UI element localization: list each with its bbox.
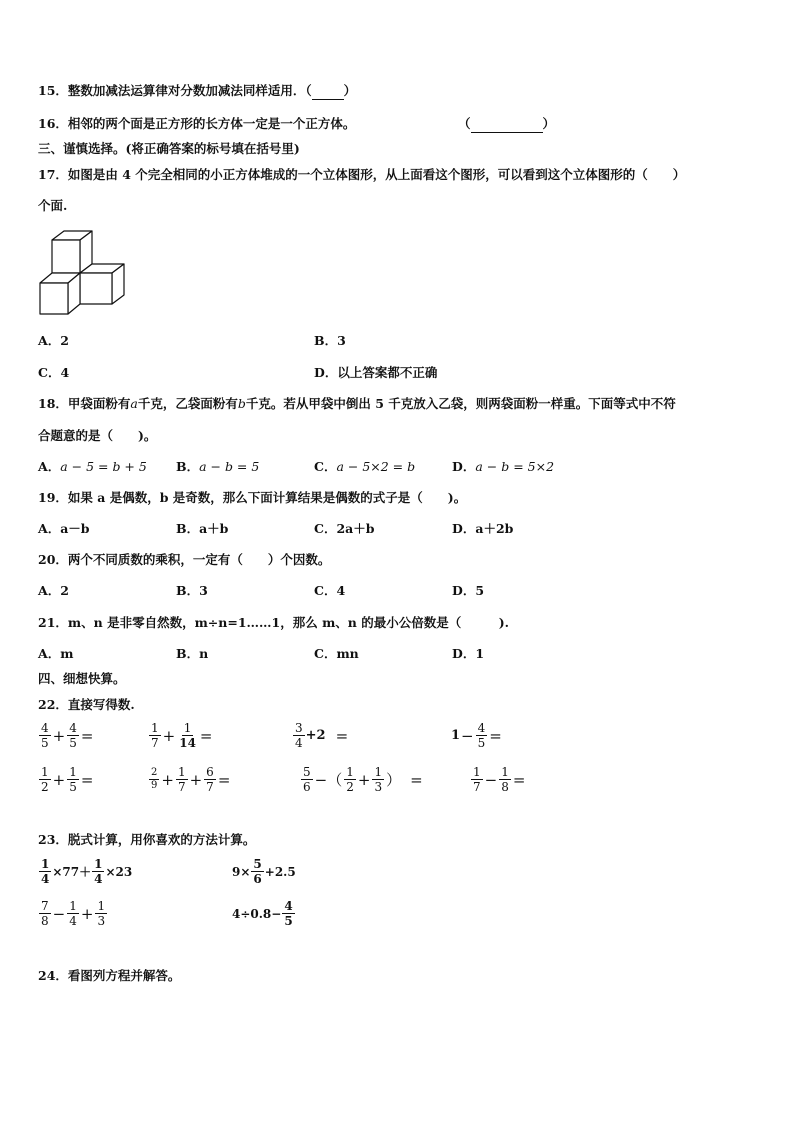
math-term: +2 — [305, 728, 326, 743]
denominator: 6 — [303, 780, 311, 794]
numerator: 1 — [97, 899, 106, 913]
operator: = — [489, 726, 502, 745]
fraction — [293, 722, 305, 749]
question-20: 20．两个不同质数的乘积，一定有（ ）个因数。 — [38, 552, 331, 567]
denominator: 14 — [179, 736, 196, 750]
numerator: 1 — [374, 765, 383, 779]
fraction — [149, 768, 159, 791]
numerator: 1 — [151, 721, 159, 735]
question-16-answer: （ ） — [458, 116, 556, 131]
question-19: 19．如果 a 是偶数，b 是奇数，那么下面计算结果是偶数的式子是（ )。 — [38, 490, 467, 505]
fraction — [476, 722, 488, 749]
math-term: ×23 — [105, 864, 133, 879]
operator: + — [80, 904, 94, 923]
q18-option-d[interactable]: D．a − b = 5×2 — [452, 459, 555, 474]
fraction — [39, 858, 51, 885]
q20-option-c[interactable]: C．4 — [314, 583, 346, 598]
q18-option-b[interactable]: B．a − b = 5 — [176, 459, 260, 474]
numerator: 1 — [41, 765, 49, 779]
fraction — [67, 722, 79, 749]
q21-option-c[interactable]: C．mn — [314, 646, 359, 661]
q22-expr-3 — [292, 722, 349, 749]
q19-option-d[interactable]: D．a＋2b — [452, 521, 514, 536]
numerator: 1 — [69, 899, 77, 913]
fraction — [301, 766, 313, 793]
fraction — [67, 900, 79, 927]
question-22: 22．直接写得数. — [38, 697, 135, 712]
section-heading-3: 三、谨慎选择。(将正确答案的标号填在括号里) — [38, 141, 300, 156]
fraction — [92, 858, 104, 885]
denominator: 2 — [41, 780, 49, 794]
denominator: 9 — [151, 780, 158, 791]
numerator: 1 — [501, 765, 509, 779]
denominator: 5 — [69, 780, 77, 794]
operator: + — [52, 726, 66, 745]
numerator: 1 — [41, 857, 50, 871]
q21-option-a[interactable]: A．m — [38, 646, 74, 661]
operator: = — [512, 770, 526, 789]
denominator: 5 — [41, 736, 49, 750]
numerator: 1 — [94, 857, 103, 871]
answer-blank[interactable] — [471, 120, 543, 133]
numerator: 4 — [477, 721, 486, 735]
q17-option-d[interactable]: D．以上答案都不正确 — [314, 365, 438, 380]
operator: −（ — [314, 771, 343, 789]
math-term: +2.5 — [264, 864, 296, 879]
numerator: 4 — [41, 721, 49, 735]
fraction — [39, 900, 51, 927]
question-15: 15．整数加减法运算律对分数加减法同样适用．（ ） — [38, 83, 357, 98]
denominator: 4 — [94, 872, 103, 886]
operator: + — [162, 726, 176, 745]
q20-option-d[interactable]: D．5 — [452, 583, 485, 598]
denominator: 8 — [41, 914, 49, 928]
math-term: ×77＋ — [52, 865, 92, 879]
denominator: 2 — [346, 780, 354, 794]
q22-expr-1 — [38, 722, 94, 749]
denominator: 4 — [41, 872, 50, 886]
denominator: 4 — [69, 914, 77, 928]
q19-option-b[interactable]: B．a＋b — [176, 521, 229, 536]
operator: = — [217, 770, 231, 789]
denominator: 5 — [284, 914, 293, 928]
numerator: 1 — [473, 765, 481, 779]
math-term: 4÷0.8− — [232, 906, 282, 921]
q23-expr-4 — [232, 900, 296, 927]
operator: − — [52, 904, 66, 923]
q22-expr-8 — [470, 766, 526, 793]
question-16: 16．相邻的两个面是正方形的长方体一定是一个正方体。 — [38, 116, 356, 131]
fraction — [251, 858, 263, 885]
operator: + — [161, 770, 174, 789]
cube-front-face — [40, 283, 68, 314]
denominator: 8 — [501, 780, 509, 794]
answer-blank[interactable] — [312, 87, 344, 100]
q22-expr-6 — [148, 766, 231, 793]
q17-option-c[interactable]: C．4 — [38, 365, 70, 380]
question-17: 17．如图是由 4 个完全相同的小正方体堆成的一个立体图形，从上面看这个图形，可以看到这个立体图形的（ ） — [38, 167, 686, 182]
q17-option-b[interactable]: B．3 — [314, 333, 346, 348]
q20-option-a[interactable]: A．2 — [38, 583, 69, 598]
operator: = — [80, 726, 94, 745]
q21-option-d[interactable]: D．1 — [452, 646, 485, 661]
q20-option-b[interactable]: B．3 — [176, 583, 208, 598]
question-18-cont: 合题意的是（ )。 — [38, 428, 157, 443]
denominator: 5 — [69, 736, 77, 750]
question-17-cont: 个面. — [38, 198, 68, 213]
fraction — [149, 722, 161, 749]
numerator: 4 — [284, 899, 293, 913]
operator: − — [461, 726, 474, 745]
q17-option-a[interactable]: A．2 — [38, 333, 69, 348]
numerator: 4 — [69, 721, 77, 735]
numerator: 5 — [303, 765, 311, 779]
q23-expr-1 — [38, 858, 132, 885]
question-18: 18．甲袋面粉有a千克，乙袋面粉有b千克。若从甲袋中倒出 5 千克放入乙袋，则两袋面粉一样重。下面等式中不符 — [38, 396, 676, 411]
operator: − — [484, 770, 498, 789]
fraction — [204, 766, 216, 793]
math-term: 1 — [451, 728, 461, 743]
denominator: 3 — [97, 914, 106, 928]
q18-option-a[interactable]: A．a − 5 = b + 5 — [38, 459, 147, 474]
q18-option-c[interactable]: C．a − 5×2 = b — [314, 459, 416, 474]
fraction — [282, 900, 294, 927]
numerator: 5 — [253, 857, 262, 871]
q22-expr-5 — [38, 766, 94, 793]
numerator: 2 — [151, 767, 158, 778]
question-24: 24．看图列方程并解答。 — [38, 968, 181, 983]
q23-expr-3 — [38, 900, 108, 927]
q22-expr-2 — [148, 722, 214, 749]
fraction — [67, 766, 79, 793]
denominator: 7 — [206, 780, 214, 794]
denominator: 7 — [473, 780, 481, 794]
fraction — [499, 766, 511, 793]
operator: + — [357, 770, 371, 789]
q21-option-b[interactable]: B．n — [176, 646, 209, 661]
denominator: 7 — [177, 780, 186, 794]
operator: = — [80, 770, 94, 789]
fraction — [176, 766, 188, 793]
numerator: 7 — [41, 899, 49, 913]
fraction — [177, 722, 198, 749]
fraction — [39, 722, 51, 749]
numerator: 1 — [177, 765, 186, 779]
denominator: 5 — [477, 736, 486, 750]
q22-expr-4 — [451, 722, 503, 749]
operator: = — [199, 726, 213, 745]
operator: + — [189, 770, 203, 789]
numerator: 1 — [69, 765, 77, 779]
q23-expr-2 — [232, 858, 296, 885]
operator: ） — [386, 771, 402, 789]
q19-option-a[interactable]: A．a－b — [38, 521, 90, 536]
numerator: 3 — [295, 721, 303, 735]
numerator: 1 — [183, 721, 192, 735]
cube-figure — [36, 228, 128, 316]
operator: = — [335, 726, 349, 745]
section-heading-4: 四、细想快算。 — [38, 671, 126, 686]
denominator: 4 — [295, 736, 303, 750]
math-term: 9× — [232, 864, 251, 879]
q22-expr-7 — [300, 766, 424, 793]
denominator: 3 — [374, 780, 383, 794]
numerator: 1 — [346, 765, 354, 779]
question-23: 23．脱式计算，用你喜欢的方法计算。 — [38, 832, 256, 847]
denominator: 6 — [253, 872, 262, 886]
fraction — [39, 766, 51, 793]
fraction — [471, 766, 483, 793]
numerator: 6 — [206, 765, 214, 779]
operator: = — [410, 770, 423, 789]
cube-front-face — [80, 273, 112, 304]
q19-option-c[interactable]: C．2a＋b — [314, 521, 375, 536]
cube-front-face — [52, 240, 80, 273]
question-21: 21．m、n 是非零自然数，m÷n=1……1，那么 m、n 的最小公倍数是（ ). — [38, 615, 510, 630]
fraction — [344, 766, 356, 793]
operator: + — [52, 770, 66, 789]
denominator: 7 — [151, 736, 159, 750]
fraction — [95, 900, 107, 927]
fraction — [372, 766, 384, 793]
